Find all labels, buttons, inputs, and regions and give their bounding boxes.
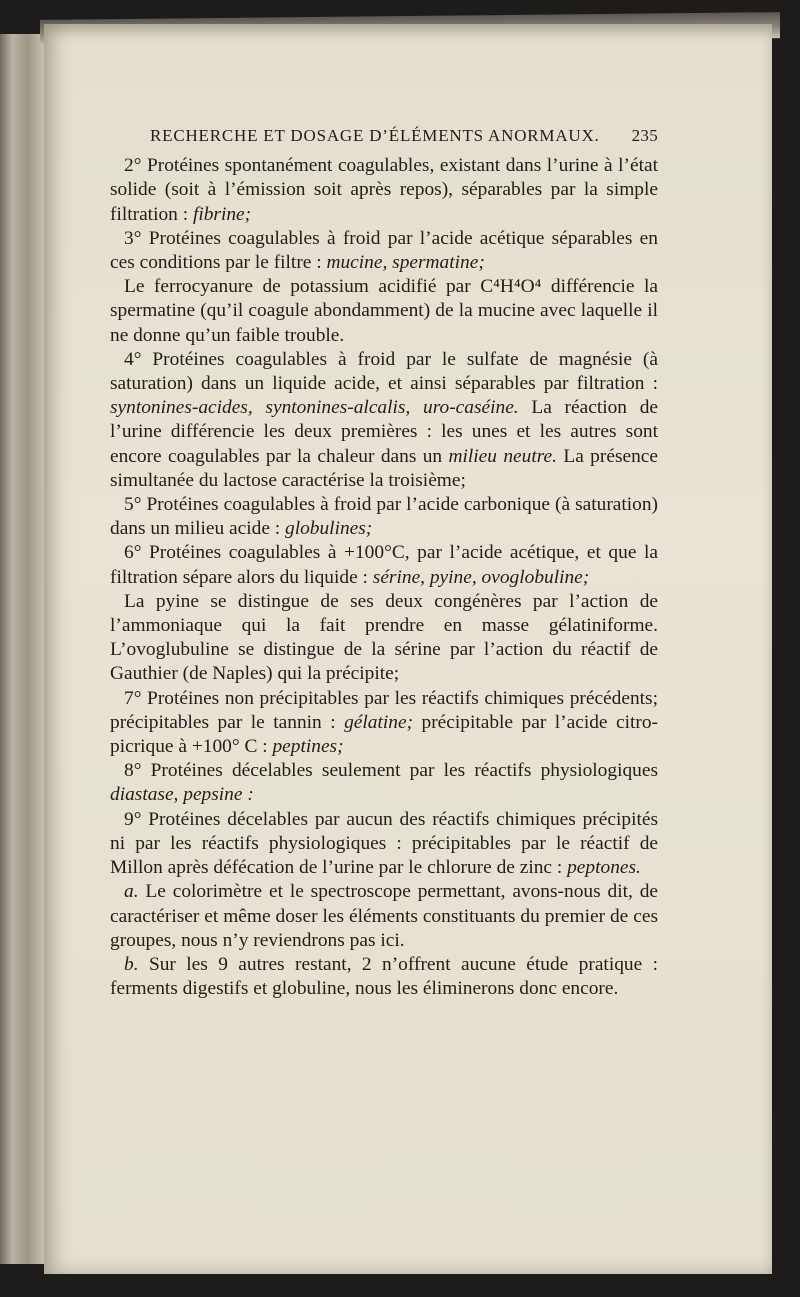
paragraph: 6° Protéines coagulables à +100°C, par l’acide acétique, et que la filtration sépare alors du liquide : sérine, pyine, ovoglobuline; bbox=[110, 542, 658, 588]
paragraph: a. Le colorimètre et le spectroscope permettant, avons-nous dit, de caractériser et même doser les éléments constituants du premier de ces groupes, nous n’y reviendrons pas ici. bbox=[110, 881, 658, 951]
paragraph: b. Sur les 9 autres restant, 2 n’offrent aucune étude pratique : ferments digestifs et globuline, nous les éliminerons donc encore. bbox=[110, 953, 658, 1000]
running-header bbox=[150, 124, 658, 148]
paragraph: 3° Protéines coagulables à froid par l’acide acétique séparables en ces conditions par le filtre : mucine, spermatine; bbox=[110, 227, 658, 274]
page-content bbox=[110, 114, 658, 1001]
paragraph: 9° Protéines décelables par aucun des réactifs chimiques précipités ni par les réactifs physiologiques : précipitables par le réactif de Millon après défécation de l’urine par le chlorure de zinc : peptones. bbox=[110, 808, 658, 879]
paragraph: 5° Protéines coagulables à froid par l’acide carbonique (à saturation) dans un milieu acide : globulines; bbox=[110, 494, 658, 540]
book-edge bbox=[0, 34, 50, 1264]
paragraph: Le ferrocyanure de potassium acidifié par C⁴H⁴O⁴ différencie la spermatine (qu’il coagule abondamment) de la mucine avec laquelle il ne donne qu’un faible trouble. bbox=[110, 276, 658, 346]
paragraph: La pyine se distingue de ses deux congénères par l’action de l’ammoniaque qui la fait prendre en masse gélatiniforme. L’ovoglubuline se distingue de la sérine par l’action du réactif de Gauthier (de Naples) qui la précipite; bbox=[110, 590, 658, 685]
running-title: RECHERCHE ET DOSAGE D’ÉLÉMENTS ANORMAUX. bbox=[150, 126, 600, 145]
paragraph: 7° Protéines non précipitables par les réactifs chimiques précédents; précipitables par le tannin : gélatine; précipitable par l’acide citro-picrique à +100° C : peptines; bbox=[110, 687, 658, 758]
page-number: 235 bbox=[631, 126, 658, 145]
paragraph: 4° Protéines coagulables à froid par le sulfate de magnésie (à saturation) dans un liquide acide, et ainsi séparables par filtration : syntonines-acides, syntonines-alcalis, uro-caséine. La réaction de l’urine différencie les deux premières : les unes et les autres sont encore coagulables par la chaleur dans un milieu neutre. La présence simultanée du lactose caractérise la troisième; bbox=[110, 348, 659, 491]
paragraph: 2° Protéines spontanément coagulables, existant dans l’urine à l’état solide (soit à l’émission soit après repos), séparables par la simple filtration : fibrine; bbox=[110, 155, 658, 225]
paragraph: 8° Protéines décelables seulement par les réactifs physiologiques diastase, pepsine : bbox=[110, 760, 658, 806]
